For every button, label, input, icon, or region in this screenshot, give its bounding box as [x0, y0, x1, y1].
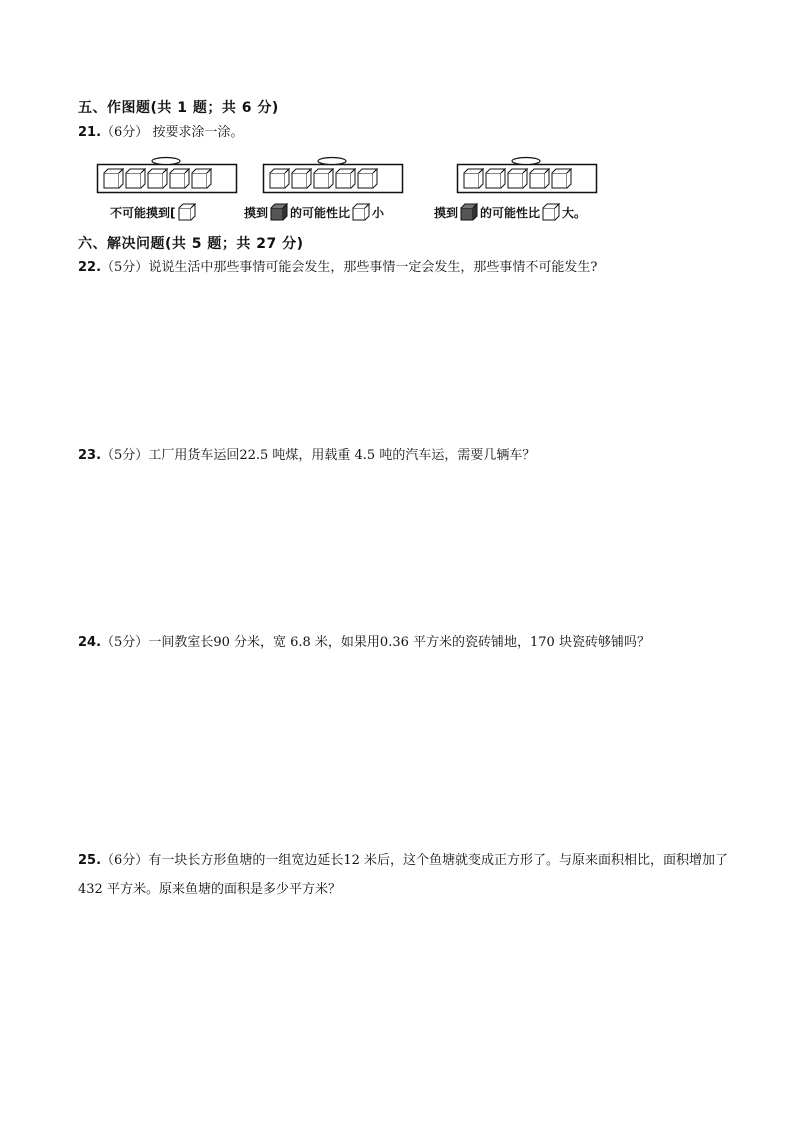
question-score: （5分） — [101, 260, 149, 275]
empty-cube-icon — [352, 203, 370, 221]
probability-figure — [96, 155, 616, 225]
question-25 — [78, 846, 748, 904]
question-number: 21. — [78, 125, 102, 140]
section-6-heading: 六、解决问题(共 5 题；共 27 分) — [78, 236, 304, 252]
shaded-cube-icon — [270, 203, 288, 221]
shaded-cube-icon — [460, 203, 478, 221]
question-text: 有一块长方形鱼塘的一组宽边延长12 米后，这个鱼塘就变成正方形了。与原来面积相比，面积增加了432 平方米。原来鱼塘的面积是多少平方米？ — [78, 853, 728, 897]
caption-3-text-a: 摸到 — [434, 205, 459, 220]
question-number: 25. — [78, 853, 102, 868]
question-24 — [78, 628, 748, 657]
cube-box-2 — [262, 155, 404, 195]
question-score: （5分） — [101, 448, 149, 463]
caption-1-text: 不可能摸到[ — [110, 205, 176, 220]
caption-3-text-c: 大。 — [562, 205, 587, 220]
caption-2-text-b: 的可能性比 — [290, 205, 351, 220]
empty-cube-icon — [178, 203, 196, 221]
caption-3-text-b: 的可能性比 — [480, 205, 541, 220]
caption-2-text-c: 小 — [372, 205, 385, 220]
question-22 — [78, 253, 748, 282]
question-score: （6分） — [101, 125, 149, 140]
question-score: （6分） — [101, 853, 149, 868]
caption-2 — [244, 203, 384, 221]
question-23 — [78, 441, 748, 470]
question-21 — [78, 118, 748, 147]
question-number: 22. — [78, 260, 102, 275]
question-score: （5分） — [101, 635, 149, 650]
question-text: 工厂用货车运回22.5 吨煤，用载重 4.5 吨的汽车运，需要几辆车？ — [148, 448, 536, 463]
question-text: 按要求涂一涂。 — [148, 125, 244, 140]
question-number: 23. — [78, 448, 102, 463]
caption-3 — [434, 203, 586, 221]
empty-cube-icon — [542, 203, 560, 221]
caption-1 — [110, 203, 198, 221]
cube-box-1 — [96, 155, 238, 195]
question-text: 一间教室长90 分米，宽 6.8 米，如果用0.36 平方米的瓷砖铺地，170 块瓷砖够铺吗？ — [148, 635, 650, 650]
question-text: 说说生活中那些事情可能会发生，那些事情一定会发生，那些事情不可能发生? — [148, 260, 598, 275]
caption-2-text-a: 摸到 — [244, 205, 269, 220]
section-5-heading: 五、作图题(共 1 题；共 6 分) — [78, 100, 279, 116]
cube-box-3 — [456, 155, 598, 195]
question-number: 24. — [78, 635, 102, 650]
